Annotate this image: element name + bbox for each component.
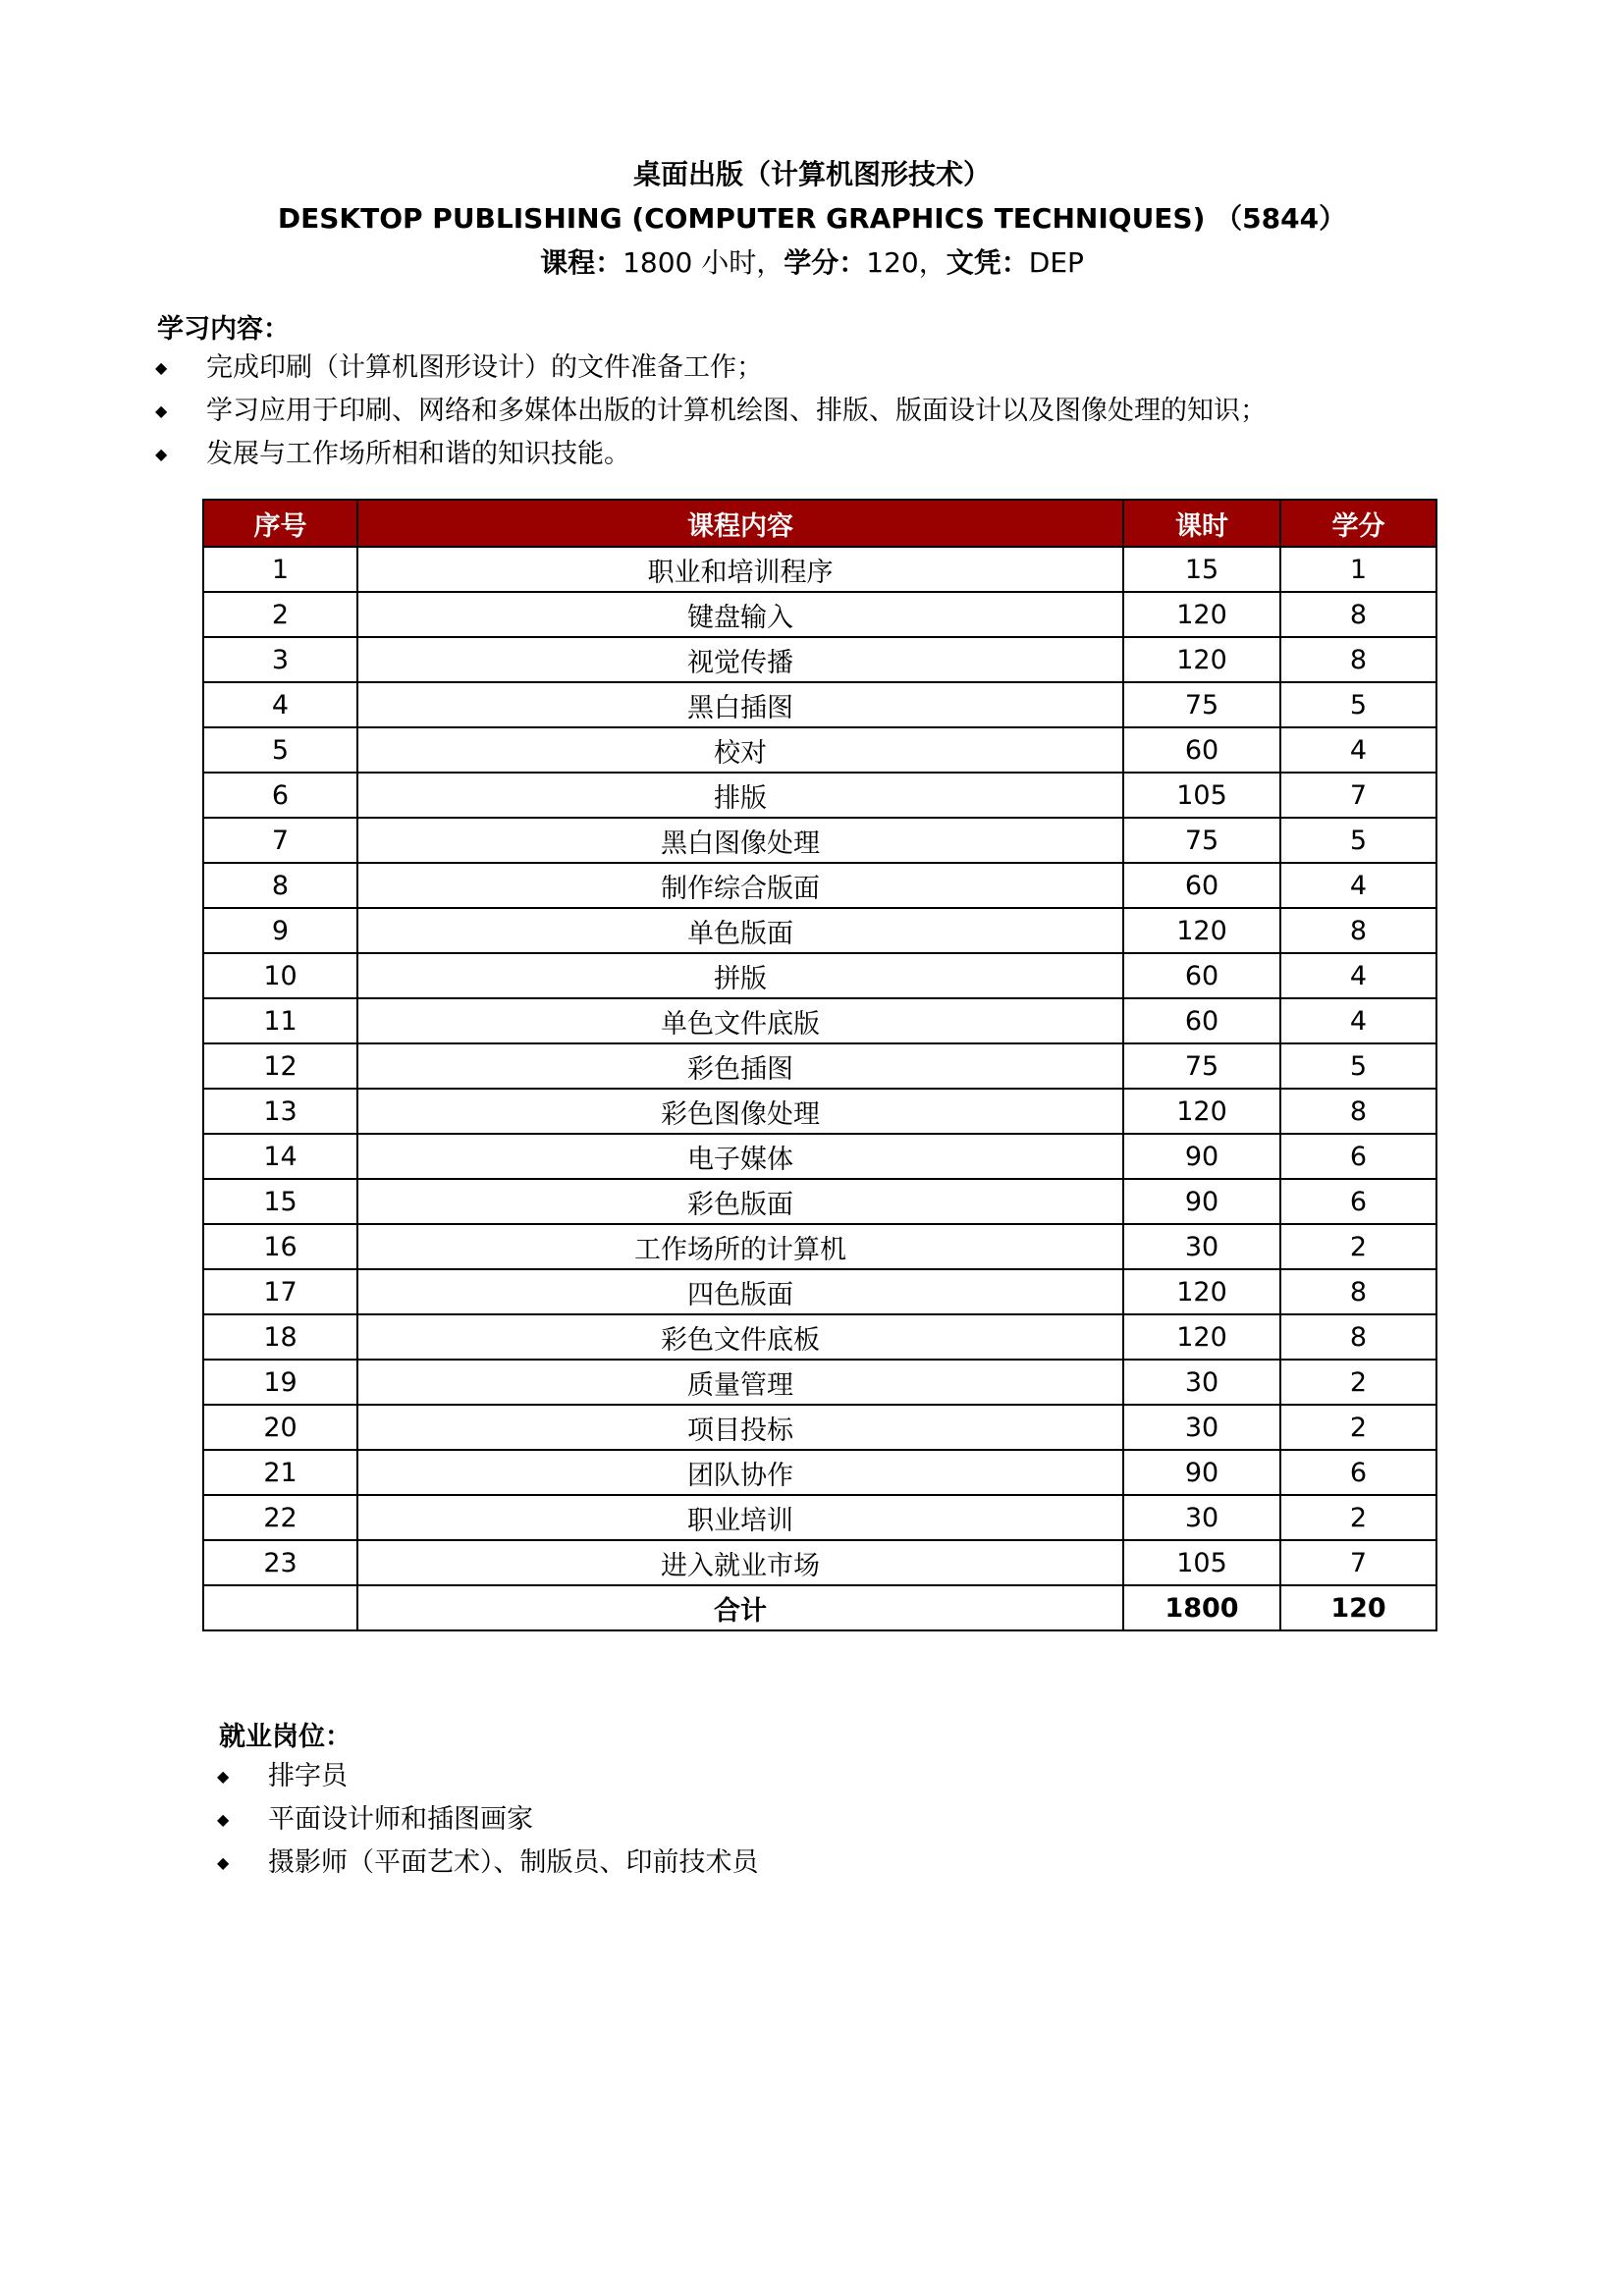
cell-credits: 8 [1280,592,1436,637]
cell-credits: 4 [1280,998,1436,1043]
cell-hours: 30 [1123,1224,1280,1269]
course-code: （5844） [1215,202,1347,235]
cell-course-content: 项目投标 [357,1405,1123,1450]
table-row [203,592,1436,637]
cell-course-content: 彩色图像处理 [357,1089,1123,1134]
list-item-text: 排字员 [268,1761,348,1791]
cell-number: 13 [203,1089,357,1134]
cell-credits: 4 [1280,727,1436,773]
job-positions-list [217,1755,759,1885]
diamond-bullet-icon: ◆ [155,358,168,377]
cell-credits: 2 [1280,1360,1436,1405]
cell-number: 2 [203,592,357,637]
cell-course-content: 职业和培训程序 [357,547,1123,592]
cell-hours: 120 [1123,1314,1280,1360]
cell-number: 6 [203,773,357,818]
cell-credits: 8 [1280,1269,1436,1314]
table-row [203,998,1436,1043]
list-item [217,1755,759,1798]
credits-value: 120， [866,246,947,279]
cell-number: 4 [203,682,357,727]
table-row [203,773,1436,818]
cell-course-content: 拼版 [357,953,1123,998]
cell-credits: 8 [1280,1314,1436,1360]
list-item [155,433,1267,476]
cell-hours: 60 [1123,727,1280,773]
cell-credits: 7 [1280,1540,1436,1585]
cell-course-content: 彩色插图 [357,1043,1123,1089]
cell-credits: 6 [1280,1450,1436,1495]
cell-number: 17 [203,1269,357,1314]
cell-hours: 75 [1123,818,1280,863]
table-row [203,1360,1436,1405]
cell-credits: 4 [1280,863,1436,908]
cell-number: 11 [203,998,357,1043]
certificate-value: DEP [1028,246,1084,279]
cell-hours: 105 [1123,1540,1280,1585]
cell-hours: 75 [1123,1043,1280,1089]
cell-hours: 120 [1123,1089,1280,1134]
learning-content-list [155,347,1267,476]
title-english: DESKTOP PUBLISHING (COMPUTER GRAPHICS TECHNIQUES) [277,202,1206,235]
cell-number: 5 [203,727,357,773]
cell-number: 16 [203,1224,357,1269]
cell-number: 1 [203,547,357,592]
list-item [217,1842,759,1885]
total-hours: 1800 [1123,1585,1280,1630]
cell-number: 3 [203,637,357,682]
cell-credits: 2 [1280,1224,1436,1269]
cell-hours: 90 [1123,1179,1280,1224]
cell-credits: 4 [1280,953,1436,998]
cell-credits: 5 [1280,1043,1436,1089]
cell-hours: 30 [1123,1405,1280,1450]
header-hours: 课时 [1123,500,1280,547]
title-chinese: 桌面出版（计算机图形技术） [632,158,991,190]
table-row [203,1269,1436,1314]
total-credits: 120 [1280,1585,1436,1630]
table-row [203,818,1436,863]
cell-hours: 90 [1123,1134,1280,1179]
header-number: 序号 [203,500,357,547]
certificate-label: 文凭： [946,246,1029,279]
cell-credits: 5 [1280,818,1436,863]
cell-hours: 60 [1123,953,1280,998]
cell-number: 15 [203,1179,357,1224]
cell-course-content: 黑白图像处理 [357,818,1123,863]
cell-number: 7 [203,818,357,863]
table-row [203,1043,1436,1089]
table-row [203,1314,1436,1360]
table-row [203,953,1436,998]
cell-course-content: 彩色文件底板 [357,1314,1123,1360]
document-title-block [0,152,1624,285]
list-item [217,1798,759,1842]
cell-credits: 8 [1280,908,1436,953]
cell-course-content: 职业培训 [357,1495,1123,1540]
header-credits: 学分 [1280,500,1436,547]
cell-hours: 15 [1123,547,1280,592]
total-label: 合计 [357,1585,1123,1630]
table-row [203,682,1436,727]
table-row [203,1450,1436,1495]
cell-course-content: 黑白插图 [357,682,1123,727]
cell-number: 22 [203,1495,357,1540]
title-english-line [0,196,1624,240]
diamond-bullet-icon: ◆ [155,401,168,420]
cell-course-content: 质量管理 [357,1360,1123,1405]
total-number [203,1585,357,1630]
diamond-bullet-icon: ◆ [217,1810,230,1829]
cell-number: 14 [203,1134,357,1179]
cell-credits: 8 [1280,637,1436,682]
cell-course-content: 单色版面 [357,908,1123,953]
cell-course-content: 四色版面 [357,1269,1123,1314]
cell-number: 23 [203,1540,357,1585]
cell-course-content: 单色文件底版 [357,998,1123,1043]
table-row [203,908,1436,953]
cell-hours: 120 [1123,908,1280,953]
cell-credits: 7 [1280,773,1436,818]
cell-hours: 30 [1123,1495,1280,1540]
hours-value: 1800 小时， [623,246,785,279]
table-row [203,727,1436,773]
list-item [155,390,1267,433]
course-info-line [0,240,1624,285]
table-row [203,637,1436,682]
credits-label: 学分： [784,246,867,279]
cell-number: 19 [203,1360,357,1405]
table-row [203,1540,1436,1585]
learning-content-heading: 学习内容： [157,314,290,345]
table-header-row [203,500,1436,547]
list-item-text: 发展与工作场所相和谐的知识技能。 [206,439,630,469]
hours-label: 课程： [540,246,623,279]
cell-number: 21 [203,1450,357,1495]
course-table [202,499,1437,1631]
cell-credits: 6 [1280,1179,1436,1224]
table-row [203,1224,1436,1269]
cell-hours: 60 [1123,998,1280,1043]
cell-credits: 2 [1280,1405,1436,1450]
list-item-text: 摄影师（平面艺术）、制版员、印前技术员 [268,1847,759,1878]
cell-hours: 60 [1123,863,1280,908]
table-total-row [203,1585,1436,1630]
cell-course-content: 视觉传播 [357,637,1123,682]
cell-hours: 120 [1123,592,1280,637]
cell-number: 9 [203,908,357,953]
table-row [203,1405,1436,1450]
cell-course-content: 排版 [357,773,1123,818]
cell-course-content: 团队协作 [357,1450,1123,1495]
table-row [203,1179,1436,1224]
cell-credits: 1 [1280,547,1436,592]
table-row [203,1134,1436,1179]
cell-number: 12 [203,1043,357,1089]
cell-hours: 120 [1123,637,1280,682]
header-course-content: 课程内容 [357,500,1123,547]
diamond-bullet-icon: ◆ [217,1767,230,1786]
cell-hours: 105 [1123,773,1280,818]
table-row [203,1089,1436,1134]
cell-number: 8 [203,863,357,908]
list-item-text: 完成印刷（计算机图形设计）的文件准备工作； [206,352,763,383]
cell-course-content: 电子媒体 [357,1134,1123,1179]
cell-course-content: 彩色版面 [357,1179,1123,1224]
job-positions-heading: 就业岗位： [219,1722,352,1752]
cell-course-content: 进入就业市场 [357,1540,1123,1585]
list-item-text: 平面设计师和插图画家 [268,1804,533,1835]
table-row [203,863,1436,908]
cell-credits: 5 [1280,682,1436,727]
cell-credits: 8 [1280,1089,1436,1134]
cell-course-content: 制作综合版面 [357,863,1123,908]
cell-course-content: 键盘输入 [357,592,1123,637]
cell-number: 10 [203,953,357,998]
cell-hours: 90 [1123,1450,1280,1495]
cell-hours: 75 [1123,682,1280,727]
list-item-text: 学习应用于印刷、网络和多媒体出版的计算机绘图、排版、版面设计以及图像处理的知识； [206,396,1267,426]
cell-hours: 30 [1123,1360,1280,1405]
cell-course-content: 校对 [357,727,1123,773]
cell-credits: 6 [1280,1134,1436,1179]
diamond-bullet-icon: ◆ [155,445,168,463]
cell-number: 20 [203,1405,357,1450]
table-row [203,547,1436,592]
diamond-bullet-icon: ◆ [217,1853,230,1872]
list-item [155,347,1267,390]
table-body [203,547,1436,1630]
cell-hours: 120 [1123,1269,1280,1314]
cell-credits: 2 [1280,1495,1436,1540]
table-row [203,1495,1436,1540]
cell-course-content: 工作场所的计算机 [357,1224,1123,1269]
cell-number: 18 [203,1314,357,1360]
